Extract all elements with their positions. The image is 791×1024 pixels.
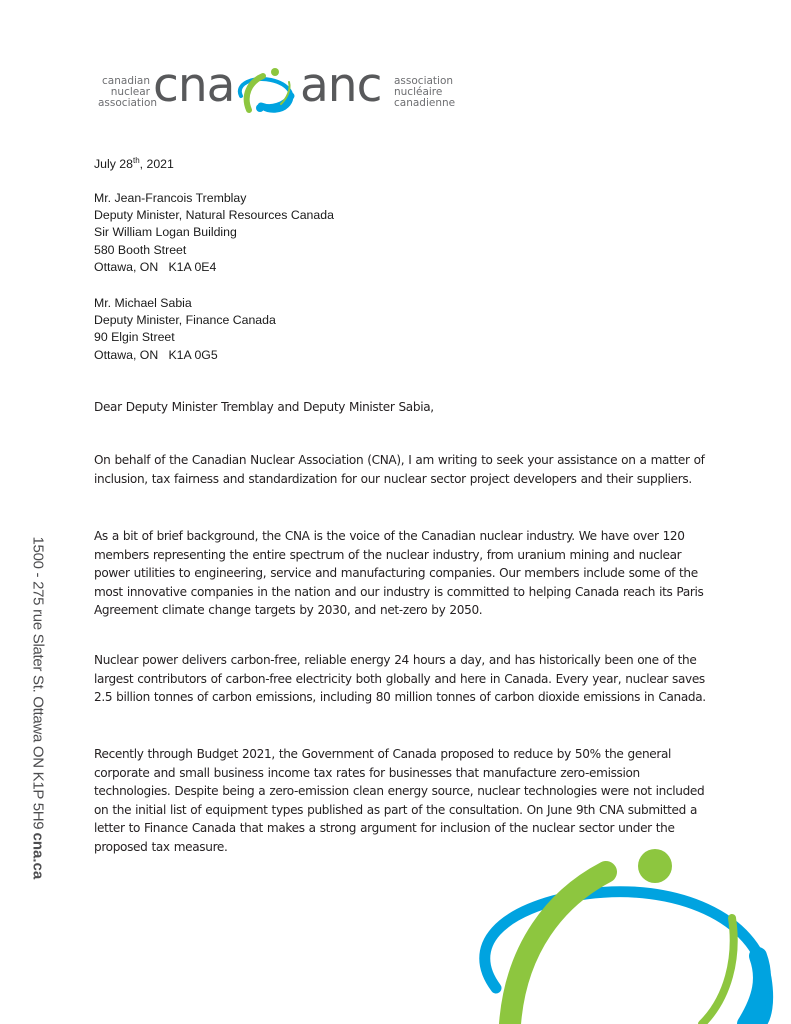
- letter-date: [94, 156, 174, 173]
- sidebar-website-link[interactable]: cna.ca: [29, 832, 47, 880]
- body-paragraph: As a bit of brief background, the CNA is the voice of the Canadian nuclear industry. We have over 120 members representing the entire spectrum of the nuclear industry, from uranium mining and nuclear power utilities to engineering, service and manufacturing companies. Our members include some of the most innovative companies in the nation and our industry is committed to helping Canada reach its Paris Agreement climate change targets by 2030, and net-zero by 2050.: [94, 529, 704, 618]
- recipient-building: Sir William Logan Building: [94, 225, 237, 240]
- logo-text-line: association: [98, 97, 158, 109]
- logo-text-line: nuclear: [110, 86, 150, 98]
- date-year: , 2021: [139, 157, 174, 171]
- logo-french-name: [394, 76, 454, 109]
- logo-text-line: canadian: [102, 75, 150, 87]
- recipient-name: Mr. Michael Sabia: [94, 296, 192, 310]
- recipient-title: Deputy Minister, Finance Canada: [94, 313, 276, 328]
- recipient-title: Deputy Minister, Natural Resources Canada: [94, 208, 334, 223]
- recipient-address-block: [94, 190, 334, 276]
- recipient-city-postal: Ottawa, ON K1A 0G5: [94, 347, 218, 362]
- body-paragraph: Recently through Budget 2021, the Government of Canada proposed to reduce by 50% the general corporate and small business income tax rates for businesses that manufacture zero-emission technologies. Despite being a zero-emission clean energy source, nuclear technologies were not included on the initial list of equipment types published as part of the consultation. On June 9th CNA submitted a letter to Finance Canada that makes a strong argument for inclusion of the nuclear sector under the proposed tax measure.: [94, 747, 705, 854]
- recipient-street: 90 Elgin Street: [94, 330, 175, 345]
- recipient-city-postal: Ottawa, ON K1A 0E4: [94, 259, 217, 274]
- atom-logo-icon: [231, 66, 301, 114]
- swoosh-green-thin-arc: [702, 918, 734, 1024]
- recipient-address-block: [94, 295, 276, 364]
- decorative-atom-swoosh-icon: [466, 838, 791, 1024]
- swoosh-green-dot: [638, 849, 672, 883]
- logo-text-line: association: [394, 75, 454, 87]
- recipient-name: Mr. Jean-Francois Tremblay: [94, 191, 247, 205]
- logo-text-line: canadienne: [394, 97, 456, 109]
- logo-english-name: [98, 75, 158, 109]
- salutation: Dear Deputy Minister Tremblay and Deputy Minister Sabia,: [94, 400, 434, 414]
- sidebar-contact: [28, 538, 48, 878]
- logo-text-line: nucléaire: [394, 86, 443, 98]
- body-paragraph: On behalf of the Canadian Nuclear Association (CNA), I am writing to seek your assistance on a matter of inclusion, tax fairness and standardization for our nuclear sector project developers and their suppliers.: [94, 453, 705, 486]
- recipient-street: 580 Booth Street: [94, 242, 187, 257]
- cna-logo: [98, 58, 458, 114]
- logo-green-dot: [271, 68, 279, 76]
- date-ordinal: th: [132, 156, 140, 165]
- logo-blue-dot: [256, 104, 264, 112]
- body-paragraph: Nuclear power delivers carbon-free, reliable energy 24 hours a day, and has historically been one of the largest contributors of carbon-free electricity both globally and here in Canada. Every year, nuclear saves 2.5 billion tonnes of carbon emissions, including 80 million tonnes of carbon dioxide emissions in Canada.: [94, 653, 706, 705]
- sidebar-address: 1500 - 275 rue Slater St. Ottawa ON K1P 5H9: [29, 536, 47, 830]
- date-day: July 28: [94, 157, 133, 171]
- swoosh-blue-tail: [746, 956, 762, 1024]
- logo-wordmark-anc: anc: [300, 58, 382, 113]
- logo-wordmark-cna: cna: [153, 58, 235, 113]
